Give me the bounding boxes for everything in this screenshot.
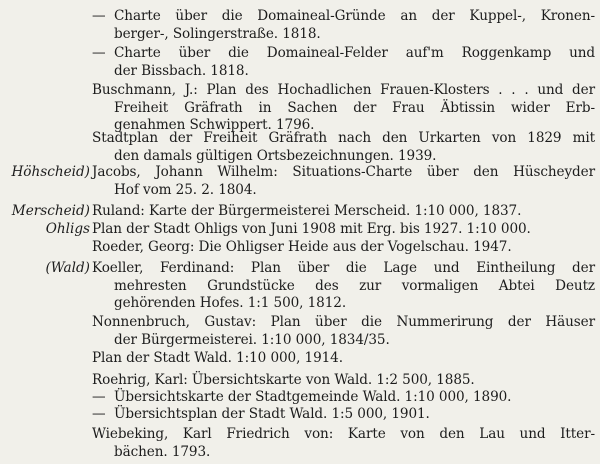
bibliography-entry [92,82,595,135]
entry-line: Stadtplan der Freiheit Gräfrath nach den Urkarten von 1829 mit [92,130,595,146]
bibliography-entry [92,260,595,313]
entry-line: — Übersichtskarte der Stadtgemeinde Wald. 1:10 000, 1890. [92,389,512,405]
bibliography-entry [92,350,595,368]
margin-label-ohligs: Ohligs [45,221,90,237]
dash-mark: — [92,8,106,24]
margin-label-merscheid: Merscheid) [11,203,90,219]
entry-line: Jacobs, Johann Wilhelm: Situations-Charte über den Hüscheyder [92,164,595,180]
entry-line: genahmen Schwippert. 1796. [114,117,315,133]
entry-line: Roehrig, Karl: Übersichtskarte von Wald. 1:2 500, 1885. [92,372,475,388]
bibliography-entry [92,406,595,424]
bibliography-entry [92,372,595,390]
bibliography-entry [92,203,595,221]
bibliography-entry [92,164,595,199]
entry-line: Nonnenbruch, Gustav: Plan über die Nummerirung der Häuser [92,314,595,330]
dash-mark: — [92,389,106,405]
entry-line: gehörenden Hofes. 1:1 500, 1812. [114,295,347,311]
dash-mark: — [92,45,106,61]
bibliography-entry [92,426,595,461]
bibliography-entry [92,239,595,257]
dash-mark: — [92,406,106,422]
entry-line: berger-, Solingerstraße. 1818. [114,25,321,42]
entry-line: der Bissbach. 1818. [114,62,249,79]
bibliography-entry [92,45,595,80]
entry-line: Plan der Stadt Wald. 1:10 000, 1914. [92,350,343,366]
entry-line: den damals gültigen Ortsbezeichnungen. 1939. [114,147,437,164]
entry-line: Buschmann, J.: Plan des Hochadlichen Frauen-Klosters . . . und der [92,82,595,98]
bibliography-entry [92,221,595,239]
entry-line: Roeder, Georg: Die Ohligser Heide aus der Vogelschau. 1947. [92,239,512,255]
entry-line: — Charte über die Domaineal-Felder auf'm Roggenkamp und [92,45,595,61]
margin-label-wald: (Wald) [45,260,90,276]
entry-line: Plan der Stadt Ohligs von Juni 1908 mit Erg. bis 1927. 1:10 000. [92,221,531,237]
margin-label-hoehscheid: Höhscheid) [11,164,90,180]
bibliography-entry [92,8,595,43]
entry-line: Ruland: Karte der Bürgermeisterei Merscheid. 1:10 000, 1837. [92,203,522,219]
entry-line: mehresten Grundstücke des zur vormaligen Abtei Deutz [114,277,595,294]
entry-line: bächen. 1793. [114,443,211,460]
entry-line: Freiheit Gräfrath in Sachen der Frau Äbtissin wider Erb- [114,99,595,116]
entry-line: Wiebeking, Karl Friedrich von: Karte von den Lau und Itter- [92,426,595,442]
entry-line: — Übersichtsplan der Stadt Wald. 1:5 000, 1901. [92,406,430,422]
bibliography-entry [92,314,595,349]
entry-line: der Bürgermeisterei. 1:10 000, 1834/35. [114,331,390,348]
entry-line: — Charte über die Domaineal-Gründe an der Kuppel-, Kronen- [92,8,595,24]
bibliography-entry [92,389,595,407]
entry-line: Hof vom 25. 2. 1804. [114,181,257,198]
bibliography-entry [92,130,595,165]
entry-line: Koeller, Ferdinand: Plan über die Lage und Eintheilung der [92,260,595,276]
